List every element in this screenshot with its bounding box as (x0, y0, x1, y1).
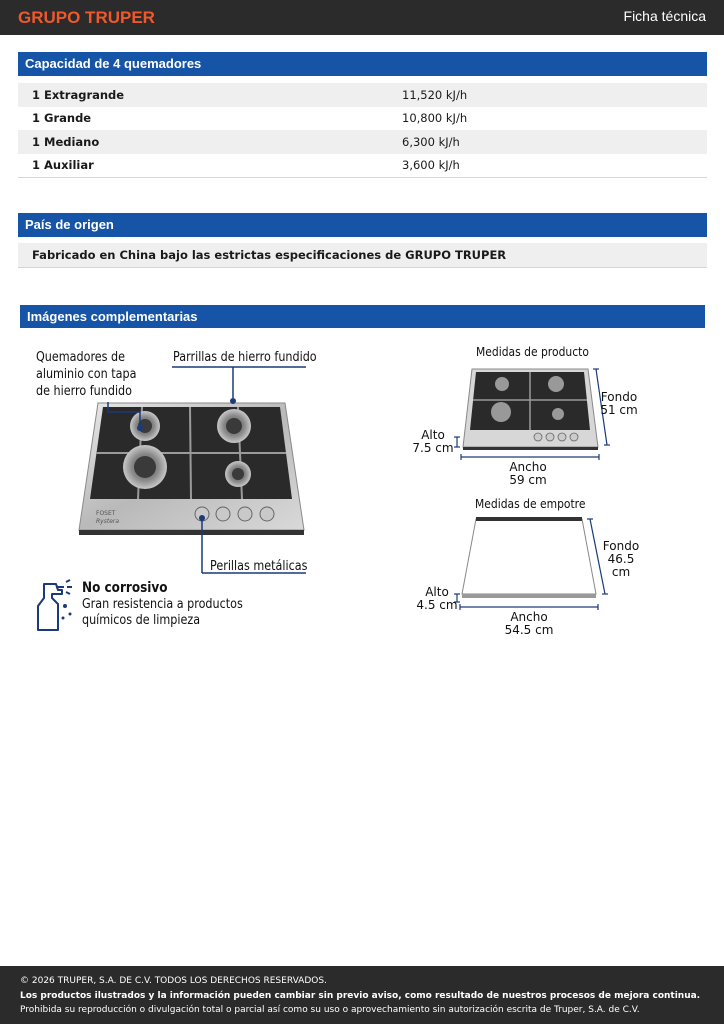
cutout-dims-title: Medidas de empotre (475, 496, 586, 511)
cutout-depth-label: Fondo (602, 539, 640, 553)
brand-logo: GRUPO TRUPER (18, 8, 155, 27)
product-depth-value: 51 cm (600, 403, 638, 417)
spec-label: 1 Extragrande (32, 87, 125, 102)
product-height-label: Alto (421, 428, 445, 442)
callout-knobs: Perillas metálicas (210, 559, 308, 574)
cutout-width-value: 54.5 cm (504, 623, 554, 637)
corrosion-line1: Gran resistencia a productos (82, 597, 243, 612)
document-type: Ficha técnica (623, 8, 706, 24)
spec-label: 1 Mediano (32, 134, 100, 149)
callout-burners-line1: Quemadores de (36, 350, 126, 365)
footer-copyright: © 2026 TRUPER, S.A. DE C.V. TODOS LOS DERECHOS RESERVADOS. (20, 976, 327, 986)
callout-burners-line2: aluminio con tapa (36, 367, 137, 382)
product-dims-title: Medidas de producto (476, 344, 589, 359)
corrosion-line2: químicos de limpieza (82, 613, 201, 628)
spec-value: 6,300 kJ/h (402, 134, 460, 149)
product-depth-label: Fondo (600, 390, 638, 404)
cooktop-brand: FOSET (96, 510, 116, 517)
burners-section-title: Capacidad de 4 quemadores (18, 52, 707, 76)
spec-label: 1 Grande (32, 111, 92, 126)
footer (0, 966, 724, 1024)
product-width-value: 59 cm (509, 473, 547, 487)
cutout-height-value: 4.5 cm (416, 598, 458, 612)
spec-value: 10,800 kJ/h (402, 111, 468, 126)
cutout-height-label: Alto (425, 585, 449, 599)
product-width-label: Ancho (509, 460, 547, 474)
cutout-width-label: Ancho (510, 610, 548, 624)
origin-section-title: País de origen (18, 213, 707, 237)
spec-label: 1 Auxiliar (32, 158, 94, 173)
footer-notice: Los productos ilustrados y la información pueden cambiar sin previo aviso, como resultado de nuestros procesos de mejora continua. (20, 990, 701, 1001)
callout-grates: Parrillas de hierro fundido (173, 350, 317, 365)
spec-value: 3,600 kJ/h (402, 158, 460, 173)
spray-bottle-icon (32, 578, 76, 634)
spec-value: 11,520 kJ/h (402, 87, 468, 102)
cooktop-model: Rystera (96, 518, 120, 525)
callout-burners-line3: de hierro fundido (36, 384, 132, 399)
images-section-title: Imágenes complementarias (20, 305, 705, 328)
origin-text: Fabricado en China bajo las estrictas especificaciones de GRUPO TRUPER (18, 243, 707, 268)
product-height-value: 7.5 cm (412, 441, 454, 455)
cutout-depth-value: 46.5 cm (607, 552, 635, 579)
corrosion-title: No corrosivo (82, 580, 168, 596)
footer-legal: Prohibida su reproducción o divulgación total o parcial así como su uso o aprovechamiento sin autorización escrita de Truper, S.A. de C.V. (20, 1005, 640, 1015)
